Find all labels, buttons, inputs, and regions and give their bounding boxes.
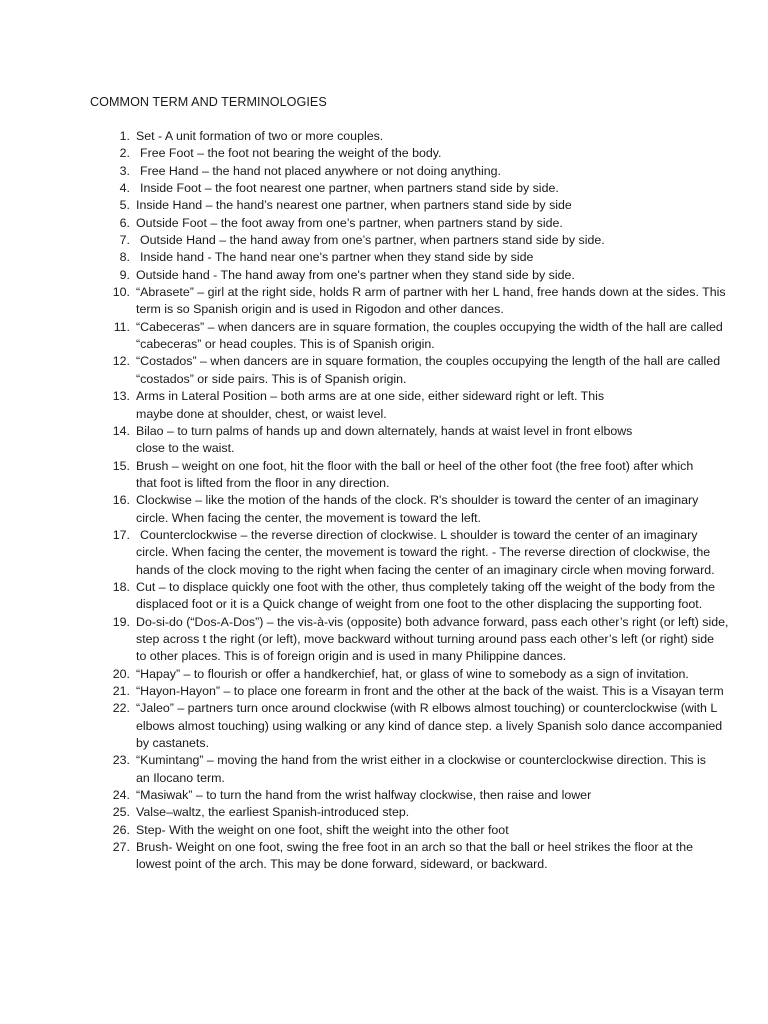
term-text <box>136 752 742 787</box>
term-number: 17. <box>112 527 130 542</box>
term-text <box>136 527 742 579</box>
term-number: 6. <box>119 215 130 230</box>
term-line: Cut – to displace quickly one foot with the other, thus completely taking off the weight of the body from the <box>136 579 716 594</box>
term-line: Inside Hand – the hand’s nearest one partner, when partners stand side by side <box>136 198 572 213</box>
term-number: 24. <box>112 788 130 803</box>
term-list <box>0 128 768 874</box>
term-number: 22. <box>112 701 130 716</box>
term-item <box>0 180 742 197</box>
term-number: 5. <box>119 198 130 213</box>
term-item <box>0 492 742 527</box>
term-line: hands of the clock moving to the right when facing the center of an imaginary circle when moving forward. <box>136 562 715 577</box>
term-line: elbows almost touching) using walking or any kind of dance step. a lively Spanish solo dance accompanied <box>136 718 723 733</box>
term-line: by castanets. <box>136 736 210 751</box>
term-item <box>0 752 742 787</box>
term-line: Step- With the weight on one foot, shift the weight into the other foot <box>136 822 509 837</box>
term-line: “Jaleo” – partners turn once around clockwise (with R elbows almost touching) or counterclockwise (with L <box>136 701 718 716</box>
term-item <box>0 787 742 804</box>
term-number: 9. <box>119 267 130 282</box>
term-text <box>136 353 742 388</box>
term-item <box>0 319 742 354</box>
term-item <box>0 458 742 493</box>
term-item <box>0 163 742 180</box>
term-text <box>136 284 742 319</box>
term-item <box>0 822 742 839</box>
term-line: Outside Hand – the hand away from one’s partner, when partners stand side by side. <box>140 233 605 248</box>
term-line: “Masiwak” – to turn the hand from the wrist halfway clockwise, then raise and lower <box>136 788 592 803</box>
term-number: 26. <box>112 822 130 837</box>
term-line: circle. When facing the center, the movement is toward the left. <box>136 510 482 525</box>
term-item <box>0 683 742 700</box>
term-item <box>0 145 742 162</box>
term-text <box>136 232 742 249</box>
term-number: 25. <box>112 805 130 820</box>
term-line: Inside hand - The hand near one's partner when they stand side by side <box>140 250 534 265</box>
term-line: “costados” or side pairs. This is of Spanish origin. <box>136 371 407 386</box>
term-line: Bilao – to turn palms of hands up and down alternately, hands at waist level in front elbows <box>136 423 633 438</box>
term-text <box>136 163 742 180</box>
term-number: 18. <box>112 579 130 594</box>
term-text <box>136 804 742 821</box>
term-line: Clockwise – like the motion of the hands of the clock. R's shoulder is toward the center of an imaginary <box>136 493 699 508</box>
term-item <box>0 423 742 458</box>
term-item <box>0 804 742 821</box>
term-line: Free Foot – the foot not bearing the weight of the body. <box>140 146 442 161</box>
term-item <box>0 388 742 423</box>
term-text <box>136 458 742 493</box>
term-text <box>136 700 742 752</box>
term-number: 4. <box>119 181 130 196</box>
term-number: 7. <box>119 233 130 248</box>
document-title: COMMON TERM AND TERMINOLOGIES <box>90 95 327 109</box>
term-text <box>136 128 742 145</box>
term-text <box>136 197 742 214</box>
term-line: “cabeceras” or head couples. This is of Spanish origin. <box>136 337 435 352</box>
term-line: Free Hand – the hand not placed anywhere or not doing anything. <box>140 163 501 178</box>
term-line: circle. When facing the center, the movement is toward the right. - The reverse direction of clockwise, the <box>136 545 711 560</box>
term-line: Do-si-do (“Dos-A-Dos”) – the vis-à-vis (opposite) both advance forward, pass each other’s right (or left) side, <box>136 614 729 629</box>
term-line: “Kumintang” – moving the hand from the wrist either in a clockwise or counterclockwise direction. This is <box>136 753 706 768</box>
term-line: Outside Foot – the foot away from one’s partner, when partners stand by side. <box>136 215 563 230</box>
term-text <box>136 423 742 458</box>
term-line: Set - A unit formation of two or more couples. <box>136 129 384 143</box>
term-line: term is so Spanish origin and is used in Rigodon and other dances. <box>136 302 504 317</box>
term-item <box>0 527 742 579</box>
term-line: Valse–waltz, the earliest Spanish-introduced step. <box>136 805 410 820</box>
term-text <box>136 319 742 354</box>
term-line: Inside Foot – the foot nearest one partner, when partners stand side by side. <box>140 181 559 196</box>
term-line: Outside hand - The hand away from one's partner when they stand side by side. <box>136 267 575 282</box>
term-item <box>0 839 742 874</box>
term-number: 8. <box>119 250 130 265</box>
term-text <box>136 822 742 839</box>
term-line: to other places. This is of foreign origin and is used in many Philippine dances. <box>136 649 567 664</box>
term-text <box>136 839 742 874</box>
term-text <box>136 388 742 423</box>
term-item <box>0 353 742 388</box>
term-line: “Costados” – when dancers are in square formation, the couples occupying the length of the hall are called <box>136 354 721 369</box>
term-number: 15. <box>112 458 130 473</box>
term-line: “Cabeceras” – when dancers are in square formation, the couples occupying the width of the hall are called <box>136 319 723 334</box>
term-line: maybe done at shoulder, chest, or waist level. <box>136 406 387 421</box>
term-item <box>0 700 742 752</box>
term-text <box>136 180 742 197</box>
term-item <box>0 128 742 145</box>
term-line: lowest point of the arch. This may be done forward, sideward, or backward. <box>136 857 548 872</box>
term-item <box>0 215 742 232</box>
term-line: “Hapay” – to flourish or offer a handkerchief, hat, or glass of wine to somebody as a sign of invitation. <box>136 666 689 681</box>
term-text <box>136 579 742 614</box>
term-item <box>0 232 742 249</box>
term-number: 14. <box>112 423 130 438</box>
term-text <box>136 215 742 232</box>
term-line: “Hayon-Hayon” – to place one forearm in front and the other at the back of the waist. This is a Visayan term <box>136 684 724 698</box>
term-line: Brush- Weight on one foot, swing the free foot in an arch so that the ball or heel strikes the floor at the <box>136 840 693 855</box>
term-line: Counterclockwise – the reverse direction of clockwise. L shoulder is toward the center of an imaginary <box>140 527 698 542</box>
term-number: 12. <box>112 354 130 369</box>
term-item <box>0 666 742 683</box>
term-line: that foot is lifted from the floor in any direction. <box>136 475 390 490</box>
term-line: an Ilocano term. <box>136 770 225 785</box>
term-number: 11. <box>113 319 130 334</box>
term-text <box>136 666 742 683</box>
term-number: 23. <box>112 753 130 768</box>
term-line: Brush – weight on one foot, hit the floor with the ball or heel of the other foot (the free foot) after which <box>136 458 694 473</box>
term-number: 1. <box>119 129 130 143</box>
term-number: 2. <box>119 146 130 161</box>
term-line: Arms in Lateral Position – both arms are at one side, either sideward right or left. This <box>136 389 605 404</box>
term-line: “Abrasete” – girl at the right side, holds R arm of partner with her L hand, free hands down at the sides. This <box>136 285 726 300</box>
term-item <box>0 267 742 284</box>
term-text <box>136 683 742 700</box>
term-text <box>136 614 742 666</box>
term-number: 20. <box>112 666 130 681</box>
term-number: 21. <box>112 684 130 698</box>
term-text <box>136 249 742 266</box>
term-item <box>0 614 742 666</box>
term-text <box>136 787 742 804</box>
term-item <box>0 284 742 319</box>
term-text <box>136 267 742 284</box>
term-number: 16. <box>112 493 130 508</box>
term-line: displaced foot or it is a Quick change of weight from one foot to the other displacing the supporting foot. <box>136 597 703 612</box>
term-number: 27. <box>112 840 130 855</box>
term-number: 10. <box>112 285 130 300</box>
term-item <box>0 249 742 266</box>
term-text <box>136 145 742 162</box>
term-number: 3. <box>119 163 130 178</box>
term-item <box>0 197 742 214</box>
term-number: 13. <box>112 389 130 404</box>
term-number: 19. <box>112 614 130 629</box>
term-item <box>0 579 742 614</box>
term-text <box>136 492 742 527</box>
term-line: step across t the right (or left), move backward without turning around pass each other’s left (or right) side <box>136 631 715 646</box>
term-line: close to the waist. <box>136 441 235 456</box>
